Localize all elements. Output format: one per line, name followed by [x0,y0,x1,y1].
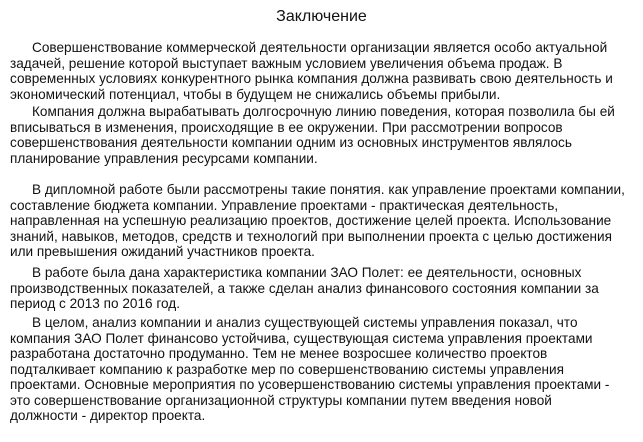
paragraph-line: знаний, навыков, методов, средств и технологий при выполнении проекта с целью достижения [10,228,612,244]
paragraph-line: период с 2013 по 2016 год. [10,296,180,311]
document-title: Заключение [276,8,367,25]
paragraph-line: В целом, анализ компании и анализ существующей системы управления показал, что [32,315,578,330]
paragraph-line: В дипломной работе были рассмотрены такие понятия. как управление проектами компании, [32,182,625,197]
paragraph-line: В работе была дана характеристика компании ЗАО Полет: ее деятельности, основных [32,265,582,280]
paragraph-line: составление бюджета компании. Управление проектами - практическая деятельность, [10,197,559,213]
paragraph-line: вписываться в изменения, происходящие в ее окружении. При рассмотрении вопросов [10,119,563,135]
paragraph-line: направленная на успешную реализацию проектов, достижение целей проекта. Использование [10,213,612,228]
paragraph-line: проектами. Основные мероприятия по усовершенствованию системы управления проектами - [10,377,610,392]
paragraph-line: производственных показателей, а также сделан анализ финансового состояния компании за [10,280,599,296]
paragraph-line: компания ЗАО Полет финансово устойчива, существующая система управления проектами [10,330,593,346]
paragraph-line: это совершенствование организационной структуры компании путем введения новой [10,392,552,408]
paragraph-2 [10,104,636,166]
paragraph-line: задачей, решение которой выступает важным условием увеличения объема продаж. В [10,55,563,71]
paragraph-line: разработана достаточно продуманно. Тем не менее возросшее количество проектов [10,346,548,361]
paragraph-line: экономический потенциал, чтобы в будущем не снижались объемы прибыли. [10,86,501,102]
paragraph-line: Компания должна вырабатывать долгосрочную линию поведения, которая позволила бы ей [32,104,615,119]
paragraph-line: современных условиях конкурентного рынка компания должна развивать свою деятельность и [10,71,613,86]
paragraph-line: или превышения ожиданий участников проекта. [10,244,315,259]
paragraph-line: подталкивает компанию к разработке мер по совершенствованию системы управления [10,361,564,377]
paragraph-3 [10,182,636,260]
paragraph-1 [10,40,636,102]
paragraph-line: планирование управления ресурсами компании. [10,150,318,166]
paragraph-line: Совершенствование коммерческой деятельности организации является особо актуальной [32,40,608,55]
paragraph-5 [10,315,636,424]
paragraph-line: совершенствования деятельности компании одним из основных инструментов являлось [10,135,572,150]
paragraph-line: должности - директор проекта. [10,408,206,423]
paragraph-4 [10,265,636,312]
